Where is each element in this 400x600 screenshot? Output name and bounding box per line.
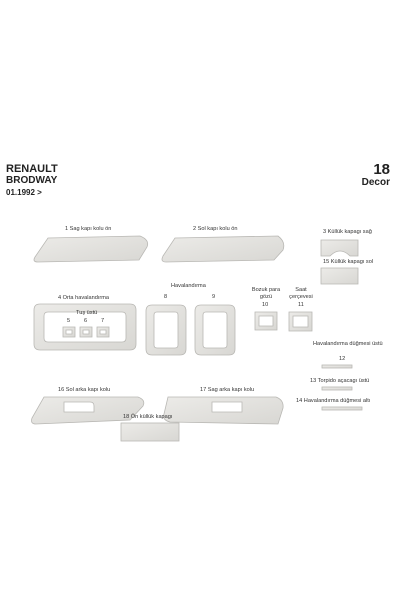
label-havalandirma-dugmesi: Havalandırma düğmesi üstü — [313, 341, 383, 347]
part-11-shape — [289, 312, 312, 331]
part-14-shape — [322, 407, 362, 410]
part-5-shape — [63, 327, 75, 337]
label-part-11: 11 — [298, 302, 304, 308]
part-18-shape — [121, 423, 179, 441]
label-part-9: 9 — [212, 294, 216, 300]
label-part-14: 14 Havalandırma düğmesi altı — [296, 398, 371, 404]
label-bozuk-para: Bozuk para gözü — [251, 287, 281, 300]
label-part-7: 7 — [101, 318, 105, 324]
label-havalandirma: Havalandırma — [171, 283, 206, 289]
part-1-shape — [34, 236, 148, 262]
kit-label: Decor — [361, 177, 390, 188]
label-part-12: 12 — [339, 356, 346, 362]
part-7-shape — [97, 327, 109, 337]
part-17-shape — [164, 397, 284, 424]
label-part-17: 17 Sag arka kapı kolu — [200, 387, 255, 393]
label-part-6: 6 — [84, 318, 88, 324]
part-13-shape — [322, 387, 352, 390]
brand-make: RENAULT — [6, 163, 58, 175]
part-12-shape — [322, 365, 352, 368]
label-part-16: 16 Sol arka kapı kolu — [58, 387, 111, 393]
label-part-1: 1 Sag kapı kolu ön — [65, 226, 112, 232]
label-part-15: 15 Küllük kapagı sol — [323, 259, 374, 265]
part-15-shape — [321, 268, 358, 284]
kit-count: 18 — [373, 161, 390, 178]
label-part-5: 5 — [67, 318, 71, 324]
label-part-4: 4 Orta havalandırma — [58, 295, 109, 301]
label-part-10: 10 — [262, 302, 269, 308]
label-part-3: 3 Küllük kapagı sağ — [323, 229, 372, 235]
brand-model: BRODWAY — [6, 175, 58, 186]
brand-year: 01.1992 > — [6, 188, 42, 197]
part-8-shape — [146, 305, 186, 355]
label-part-13: 13 Torpido açacagı üstü — [310, 378, 370, 384]
part-10-shape — [255, 312, 277, 330]
part-2-shape — [162, 236, 284, 262]
label-part-18: 18 Ön küllük kapagı — [123, 414, 173, 420]
part-9-shape — [195, 305, 235, 355]
part-6-shape — [80, 327, 92, 337]
part-3-shape — [321, 240, 358, 256]
label-part-8: 8 — [164, 294, 168, 300]
label-part-2: 2 Sol kapı kolu ön — [193, 226, 238, 232]
label-saat-cercevesi: Saat çerçevesi — [289, 287, 313, 300]
label-tus-ustu: Tuş üstü — [76, 310, 98, 316]
